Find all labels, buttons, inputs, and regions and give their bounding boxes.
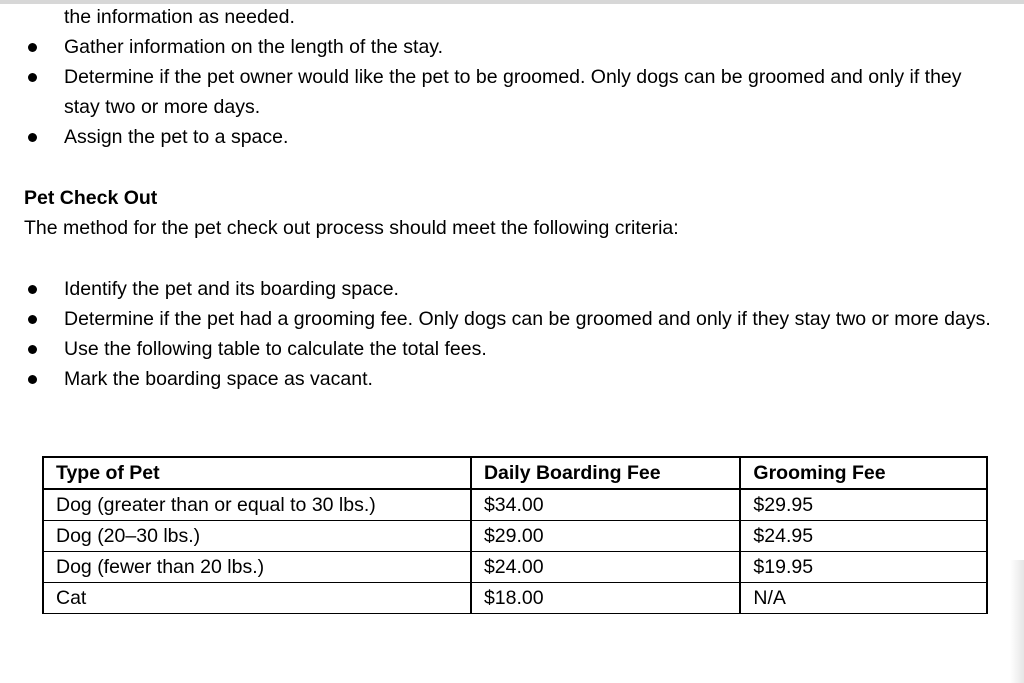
bullet-icon [28, 133, 37, 142]
boarding-fee-cell: $24.00 [471, 552, 740, 583]
fee-table [42, 456, 988, 614]
boarding-fee-cell: $18.00 [471, 583, 740, 614]
list-item: Identify the pet and its boarding space. [24, 274, 1024, 304]
list-item: Assign the pet to a space. [24, 122, 1024, 152]
page-edge-shadow [1010, 560, 1024, 683]
bullet-icon [28, 73, 37, 82]
table-header-row [43, 457, 987, 489]
continuation-text: the information as needed. [64, 6, 295, 28]
checkout-bullet-list [24, 274, 1024, 394]
section-intro: The method for the pet check out process should meet the following criteria: [24, 217, 679, 239]
grooming-fee-cell: $19.95 [740, 552, 987, 583]
header-grooming-fee: Grooming Fee [740, 457, 987, 489]
list-item: Determine if the pet owner would like the pet to be groomed. Only dogs can be groomed and only if they stay two or more days. [24, 62, 994, 122]
boarding-fee-cell: $34.00 [471, 489, 740, 521]
bullet-icon [28, 345, 37, 354]
table-row [43, 583, 987, 614]
section-heading: Pet Check Out [24, 187, 158, 209]
bullet-icon [28, 43, 37, 52]
list-item: Use the following table to calculate the total fees. [24, 334, 1024, 364]
header-daily-boarding-fee: Daily Boarding Fee [471, 457, 740, 489]
table-row [43, 552, 987, 583]
pet-type-cell: Dog (20–30 lbs.) [43, 521, 471, 552]
pet-type-cell: Dog (greater than or equal to 30 lbs.) [43, 489, 471, 521]
bullet-icon [28, 315, 37, 324]
table-row [43, 489, 987, 521]
list-item: Gather information on the length of the stay. [24, 32, 1024, 62]
pet-type-cell: Dog (fewer than 20 lbs.) [43, 552, 471, 583]
grooming-fee-cell: $24.95 [740, 521, 987, 552]
bullet-icon [28, 375, 37, 384]
pet-type-cell: Cat [43, 583, 471, 614]
checkin-bullet-list [24, 32, 1024, 152]
list-item: Mark the boarding space as vacant. [24, 364, 1024, 394]
boarding-fee-cell: $29.00 [471, 521, 740, 552]
list-item: Determine if the pet had a grooming fee. Only dogs can be groomed and only if they stay two or more days. [24, 304, 1019, 334]
bullet-icon [28, 285, 37, 294]
table-row [43, 521, 987, 552]
grooming-fee-cell: $29.95 [740, 489, 987, 521]
grooming-fee-cell: N/A [740, 583, 987, 614]
header-type-of-pet: Type of Pet [43, 457, 471, 489]
